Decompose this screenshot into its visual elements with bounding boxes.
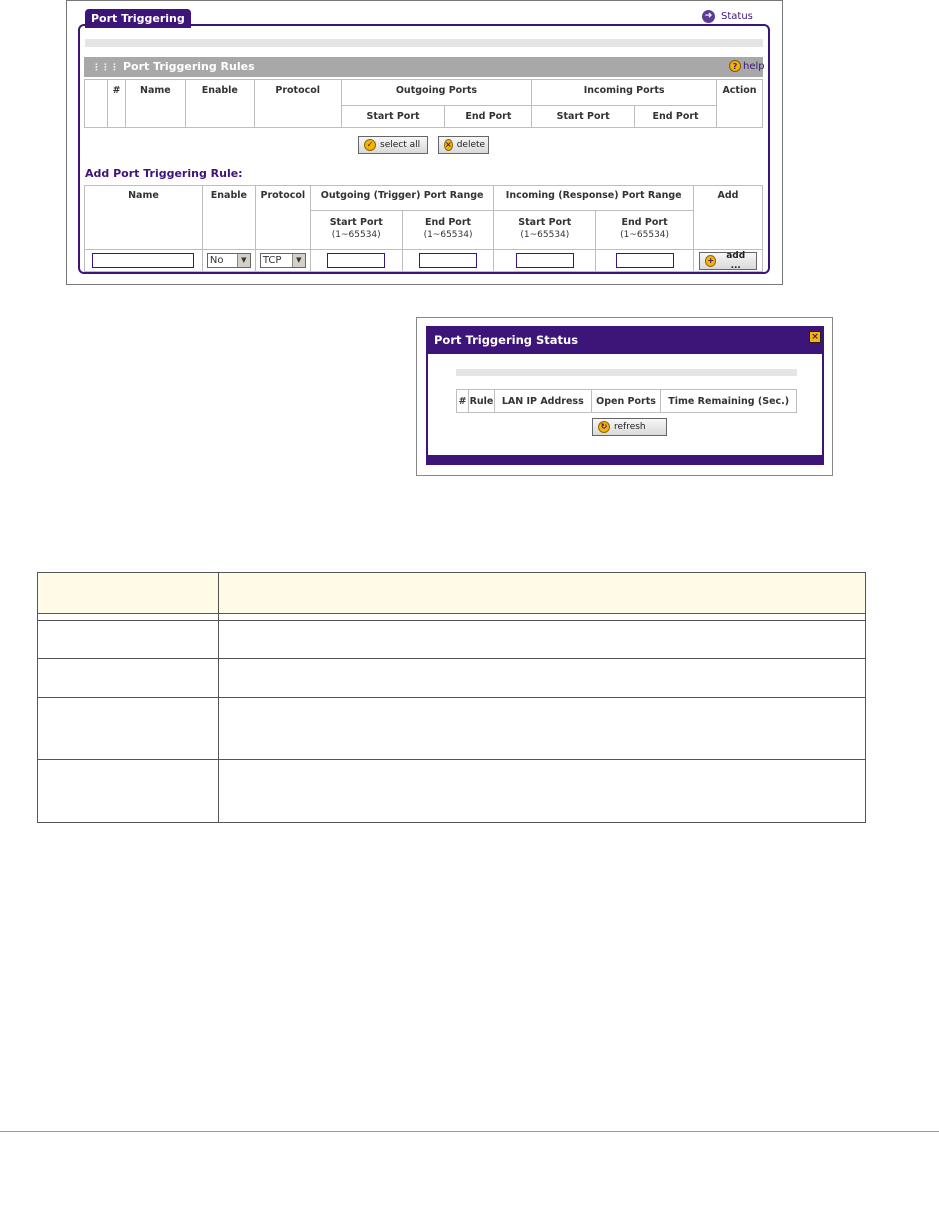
refresh-icon: ↻ (598, 421, 610, 433)
add-label: add ... (726, 250, 746, 271)
rules-col-index: # (107, 80, 125, 128)
chevron-down-icon: ▼ (237, 254, 250, 267)
status-col-time-remaining: Time Remaining (Sec.) (661, 390, 797, 413)
delete-button[interactable] (438, 136, 489, 154)
add-rule-section-title: Add Port Triggering Rule: (85, 167, 243, 180)
check-icon: ✓ (364, 139, 376, 151)
enable-cell (202, 250, 255, 272)
outgoing-start-label: Start Port (329, 217, 383, 228)
rules-col-outgoing-ports: Outgoing Ports (341, 80, 532, 106)
rules-col-enable: Enable (185, 80, 254, 128)
incoming-start-port-input[interactable] (516, 253, 574, 268)
protocol-cell (255, 250, 310, 272)
description-row-text (218, 760, 865, 823)
rules-col-incoming-ports: Incoming Ports (532, 80, 717, 106)
status-window-title: Port Triggering Status (426, 326, 824, 354)
add-col-enable: Enable (202, 186, 255, 250)
outgoing-end-port-input[interactable] (419, 253, 477, 268)
rules-col-name: Name (125, 80, 185, 128)
help-link[interactable] (729, 60, 765, 72)
outgoing-start-cell (310, 250, 402, 272)
incoming-start-range: (1~65534) (520, 230, 570, 240)
status-col-open-ports: Open Ports (591, 390, 661, 413)
description-row-text (218, 698, 865, 760)
tab-port-triggering[interactable]: Port Triggering (85, 9, 191, 28)
refresh-label: refresh (614, 422, 646, 432)
delete-label: delete (456, 140, 486, 150)
description-spacer (218, 614, 865, 621)
status-window-footer-bar (428, 455, 822, 464)
add-col-outgoing-range: Outgoing (Trigger) Port Range (310, 186, 494, 211)
enable-select-value: No (209, 255, 224, 266)
status-col-rule: Rule (468, 390, 494, 413)
description-table (37, 572, 866, 823)
description-row-label (38, 659, 219, 698)
status-link[interactable] (702, 10, 753, 23)
close-icon[interactable]: × (809, 331, 821, 343)
select-all-button[interactable] (358, 136, 428, 154)
outgoing-start-port-input[interactable] (327, 253, 385, 268)
status-link-label: Status (721, 11, 753, 22)
arrow-right-icon: ➜ (702, 10, 715, 23)
rules-col-incoming-start: Start Port (532, 106, 635, 128)
description-row-text (218, 621, 865, 659)
add-col-name: Name (85, 186, 203, 250)
protocol-select[interactable] (260, 253, 306, 268)
add-col-protocol: Protocol (255, 186, 310, 250)
incoming-end-cell (596, 250, 694, 272)
rules-col-protocol: Protocol (254, 80, 341, 128)
outgoing-end-cell (402, 250, 494, 272)
rule-name-input[interactable] (92, 253, 194, 268)
select-all-label: select all (380, 140, 421, 150)
refresh-button[interactable] (592, 418, 667, 436)
add-col-incoming-end (596, 211, 694, 250)
description-row-label (38, 621, 219, 659)
rules-section-header (84, 57, 763, 77)
incoming-end-port-input[interactable] (616, 253, 674, 268)
status-col-index: # (457, 390, 469, 413)
description-row-label (38, 760, 219, 823)
add-col-incoming-start (494, 211, 596, 250)
description-header-cell (218, 573, 865, 614)
enable-select[interactable] (207, 253, 251, 268)
add-col-outgoing-end (402, 211, 494, 250)
message-bar (85, 39, 763, 47)
help-link-label: help (743, 60, 765, 72)
name-cell (85, 250, 203, 272)
add-col-outgoing-start (310, 211, 402, 250)
rules-table (84, 79, 763, 128)
add-button[interactable] (699, 252, 757, 270)
description-spacer (38, 614, 219, 621)
grip-icon: ⋮⋮⋮ (92, 63, 119, 73)
add-cell (693, 250, 762, 272)
rules-col-outgoing-end: End Port (445, 106, 532, 128)
rules-col-incoming-end: End Port (635, 106, 717, 128)
incoming-end-label: End Port (621, 217, 668, 228)
outgoing-start-range: (1~65534) (331, 230, 381, 240)
rules-col-outgoing-start: Start Port (341, 106, 445, 128)
add-rule-table (84, 185, 763, 272)
incoming-start-label: Start Port (518, 217, 572, 228)
incoming-end-range: (1~65534) (620, 230, 670, 240)
description-row-text (218, 659, 865, 698)
rules-col-action: Action (716, 80, 762, 128)
help-icon: ? (729, 60, 741, 72)
status-table (456, 389, 797, 413)
outgoing-end-label: End Port (424, 217, 472, 228)
footer-divider (0, 1131, 939, 1132)
rules-col-checkbox (85, 80, 108, 128)
protocol-select-value: TCP (262, 255, 282, 266)
incoming-start-cell (494, 250, 596, 272)
description-row-label (38, 698, 219, 760)
status-col-lan-ip: LAN IP Address (494, 390, 591, 413)
chevron-down-icon: ▼ (292, 254, 305, 267)
add-col-incoming-range: Incoming (Response) Port Range (494, 186, 694, 211)
add-col-add: Add (693, 186, 762, 250)
x-icon: × (445, 140, 452, 149)
rules-header-title: Port Triggering Rules (123, 60, 255, 73)
status-message-bar (456, 369, 797, 376)
plus-icon: + (705, 255, 716, 267)
outgoing-end-range: (1~65534) (423, 230, 473, 240)
description-header-cell (38, 573, 219, 614)
